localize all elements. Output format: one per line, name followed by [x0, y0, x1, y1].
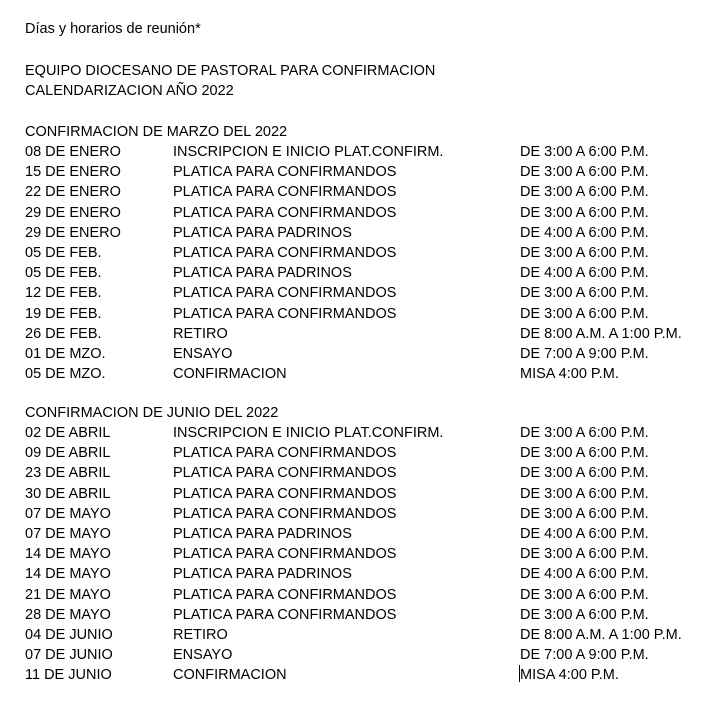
schedule-row	[0, 344, 723, 364]
calendar-title: CALENDARIZACION AÑO 2022	[25, 83, 234, 99]
row-activity: PLATICA PARA CONFIRMANDOS	[173, 204, 397, 221]
row-date: 14 DE MAYO	[25, 566, 111, 583]
row-time: DE 3:00 A 6:00 P.M.	[520, 425, 649, 441]
row-activity: PLATICA PARA CONFIRMANDOS	[173, 285, 397, 302]
row-activity: INSCRIPCION E INICIO PLAT.CONFIRM.	[173, 144, 444, 160]
row-date: 07 DE MAYO	[25, 526, 111, 542]
schedule-row	[0, 665, 723, 685]
row-time: DE 3:00 A 6:00 P.M.	[520, 445, 649, 462]
organization-title: EQUIPO DIOCESANO DE PASTORAL PARA CONFIRMACION	[25, 63, 436, 79]
row-time: DE 3:00 A 6:00 P.M.	[520, 586, 649, 603]
row-date: 07 DE MAYO	[25, 505, 111, 522]
row-date: 09 DE ABRIL	[25, 445, 111, 462]
schedule-row	[0, 564, 723, 584]
row-time: DE 3:00 A 6:00 P.M.	[520, 184, 649, 201]
row-activity: PLATICA PARA PADRINOS	[173, 566, 352, 583]
row-date: 19 DE FEB.	[25, 305, 102, 322]
section-title: CONFIRMACION DE MARZO DEL 2022	[25, 124, 288, 140]
schedule-row	[0, 142, 723, 162]
row-date: 26 DE FEB.	[25, 325, 102, 342]
row-date: 15 DE ENERO	[25, 164, 121, 181]
schedule-row	[0, 484, 723, 504]
schedule-row	[0, 544, 723, 564]
section-title: CONFIRMACION DE JUNIO DEL 2022	[25, 405, 279, 421]
row-activity: PLATICA PARA CONFIRMANDOS	[173, 465, 397, 482]
row-time: DE 3:00 A 6:00 P.M.	[520, 305, 649, 322]
row-time: DE 7:00 A 9:00 P.M.	[520, 647, 649, 664]
schedule-row	[0, 162, 723, 182]
row-activity: PLATICA PARA CONFIRMANDOS	[173, 164, 397, 181]
schedule-row	[0, 423, 723, 443]
row-activity: PLATICA PARA PADRINOS	[173, 224, 352, 241]
row-date: 14 DE MAYO	[25, 546, 111, 563]
row-time: MISA 4:00 P.M.	[520, 366, 619, 383]
row-date: 01 DE MZO.	[25, 346, 106, 362]
schedule-row	[0, 263, 723, 283]
row-time: DE 3:00 A 6:00 P.M.	[520, 546, 649, 563]
row-activity: PLATICA PARA CONFIRMANDOS	[173, 505, 397, 522]
row-time: DE 7:00 A 9:00 P.M.	[520, 346, 649, 362]
row-time: DE 4:00 A 6:00 P.M.	[520, 566, 649, 583]
row-activity: PLATICA PARA CONFIRMANDOS	[173, 485, 397, 502]
schedule-row	[0, 605, 723, 625]
row-time: DE 3:00 A 6:00 P.M.	[520, 144, 649, 160]
row-activity: ENSAYO	[173, 346, 233, 362]
row-activity: RETIRO	[173, 325, 228, 342]
row-time: DE 4:00 A 6:00 P.M.	[520, 265, 649, 282]
schedule-row	[0, 304, 723, 324]
row-time: DE 3:00 A 6:00 P.M.	[520, 245, 649, 261]
row-activity: PLATICA PARA CONFIRMANDOS	[173, 546, 397, 563]
text-cursor	[519, 665, 520, 682]
row-activity: INSCRIPCION E INICIO PLAT.CONFIRM.	[173, 425, 444, 441]
row-date: 30 DE ABRIL	[25, 485, 111, 502]
row-date: 04 DE JUNIO	[25, 627, 113, 643]
row-activity: RETIRO	[173, 627, 228, 643]
row-time: DE 8:00 A.M. A 1:00 P.M.	[520, 325, 682, 342]
row-activity: ENSAYO	[173, 647, 233, 664]
row-activity: PLATICA PARA CONFIRMANDOS	[173, 606, 397, 623]
meeting-note: Días y horarios de reunión*	[25, 21, 201, 37]
row-activity: PLATICA PARA CONFIRMANDOS	[173, 586, 397, 603]
row-date: 11 DE JUNIO	[25, 667, 112, 684]
row-time: DE 4:00 A 6:00 P.M.	[520, 224, 649, 241]
row-time: DE 3:00 A 6:00 P.M.	[520, 465, 649, 482]
row-time: DE 4:00 A 6:00 P.M.	[520, 526, 649, 542]
row-date: 12 DE FEB.	[25, 285, 102, 302]
row-time: DE 3:00 A 6:00 P.M.	[520, 505, 649, 522]
row-time: DE 3:00 A 6:00 P.M.	[520, 285, 649, 302]
row-activity: PLATICA PARA CONFIRMANDOS	[173, 245, 397, 261]
row-activity: PLATICA PARA PADRINOS	[173, 265, 352, 282]
row-time: DE 8:00 A.M. A 1:00 P.M.	[520, 627, 682, 643]
row-date: 29 DE ENERO	[25, 204, 121, 221]
row-activity: PLATICA PARA CONFIRMANDOS	[173, 305, 397, 322]
row-activity: CONFIRMACION	[173, 667, 287, 684]
row-date: 02 DE ABRIL	[25, 425, 111, 441]
row-time: MISA 4:00 P.M.	[520, 667, 619, 684]
schedule-row	[0, 443, 723, 463]
row-time: DE 3:00 A 6:00 P.M.	[520, 164, 649, 181]
schedule-row	[0, 364, 723, 384]
row-date: 29 DE ENERO	[25, 224, 121, 241]
schedule-row	[0, 585, 723, 605]
schedule-row	[0, 524, 723, 544]
row-activity: CONFIRMACION	[173, 366, 287, 383]
row-activity: PLATICA PARA PADRINOS	[173, 526, 352, 542]
schedule-row	[0, 283, 723, 303]
row-date: 21 DE MAYO	[25, 586, 111, 603]
row-time: DE 3:00 A 6:00 P.M.	[520, 204, 649, 221]
row-date: 05 DE FEB.	[25, 245, 102, 261]
schedule-row	[0, 504, 723, 524]
schedule-row	[0, 324, 723, 344]
row-activity: PLATICA PARA CONFIRMANDOS	[173, 184, 397, 201]
row-date: 23 DE ABRIL	[25, 465, 111, 482]
row-activity: PLATICA PARA CONFIRMANDOS	[173, 445, 397, 462]
schedule-row	[0, 625, 723, 645]
schedule-row	[0, 243, 723, 263]
schedule-row	[0, 223, 723, 243]
schedule-row	[0, 645, 723, 665]
row-date: 05 DE FEB.	[25, 265, 102, 282]
schedule-row	[0, 182, 723, 202]
row-date: 07 DE JUNIO	[25, 647, 113, 664]
schedule-row	[0, 463, 723, 483]
row-date: 05 DE MZO.	[25, 366, 106, 383]
row-time: DE 3:00 A 6:00 P.M.	[520, 606, 649, 623]
row-date: 28 DE MAYO	[25, 606, 111, 623]
row-date: 08 DE ENERO	[25, 144, 121, 160]
row-date: 22 DE ENERO	[25, 184, 121, 201]
schedule-row	[0, 203, 723, 223]
row-time: DE 3:00 A 6:00 P.M.	[520, 485, 649, 502]
